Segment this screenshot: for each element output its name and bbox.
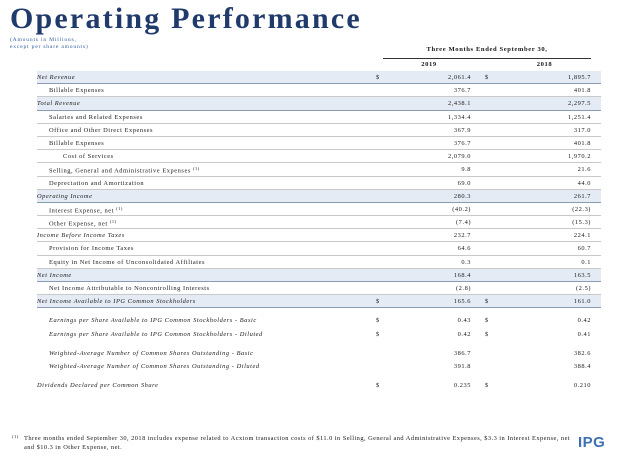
value-2019: 168.4: [453, 271, 471, 279]
currency-2018: $: [485, 330, 489, 338]
value-2018: 163.5: [573, 271, 591, 279]
value-2018: 0.41: [577, 330, 591, 338]
value-2018: 388.4: [573, 362, 591, 370]
value-2018: (15.3): [572, 219, 591, 227]
value-2019: 376.7: [453, 139, 471, 147]
table-row: [37, 379, 601, 392]
value-2019: 0.3: [461, 258, 471, 266]
row-label: Operating Income: [37, 192, 93, 200]
value-2019: 2,438.1: [447, 100, 471, 108]
footnote-mark: (1): [12, 434, 19, 439]
value-2019: (7.4): [456, 219, 471, 227]
row-label-text: Selling, General and Administrative Expenses: [49, 167, 191, 175]
value-2018: 21.6: [577, 166, 591, 174]
row-label: Earnings per Share Available to IPG Common Stockholders - Basic: [49, 317, 257, 325]
currency-2019: $: [376, 382, 380, 390]
table-row: [37, 347, 601, 360]
row-label: [49, 206, 123, 215]
value-2019: 69.0: [457, 179, 471, 187]
year-2019-header: 2019: [421, 61, 437, 68]
value-2019: 64.6: [457, 245, 471, 253]
value-2018: 1,251.4: [567, 113, 591, 121]
row-label: Net Revenue: [37, 74, 76, 81]
table-row: [37, 190, 601, 203]
value-2018: 224.1: [573, 232, 591, 240]
table-row: [37, 229, 601, 242]
value-2018: 161.0: [573, 298, 591, 306]
table-row: [37, 177, 601, 190]
row-label: [49, 166, 200, 175]
value-2018: 0.42: [577, 317, 591, 325]
value-2018: 60.7: [577, 245, 591, 253]
value-2019: 2,061.4: [447, 74, 471, 81]
value-2018: 317.0: [573, 126, 591, 134]
table-row: [37, 295, 601, 308]
period-header: Three Months Ended September 30,: [426, 46, 548, 53]
table-row: [37, 282, 601, 295]
table-row: [37, 360, 601, 373]
value-2019: 280.3: [453, 192, 471, 200]
row-label-text: Interest Expense, net: [49, 207, 114, 215]
table-row: [37, 314, 601, 327]
footnote: [12, 434, 572, 452]
table-row: [37, 97, 601, 110]
footnote-ref: (1): [193, 166, 200, 172]
value-2018: 0.1: [581, 258, 591, 266]
row-label: Billable Expenses: [49, 87, 105, 95]
currency-2019: $: [376, 298, 380, 306]
table-row: [37, 328, 601, 341]
value-2018: (22.3): [572, 205, 591, 213]
row-label: Earnings per Share Available to IPG Common Stockholders - Diluted: [49, 330, 263, 338]
footnote-text: Three months ended September 30, 2018 includes expense related to Acxiom transaction costs of $11.0 in Selling, General and Administrative Expenses, $3.3 in Interest Expense, net and $10.3 in Other Expense, net.: [24, 435, 571, 451]
table-row: [37, 111, 601, 124]
value-2019: 376.7: [453, 87, 471, 95]
row-label: Net Income Available to IPG Common Stockholders: [37, 298, 196, 306]
table-row: [37, 163, 601, 176]
row-label: Weighted-Average Number of Common Shares Outstanding - Diluted: [49, 362, 260, 370]
value-2019: 391.8: [453, 362, 471, 370]
amounts-note-line2: except per share amounts): [10, 44, 89, 50]
value-2018: 401.8: [573, 139, 591, 147]
row-label: Billable Expenses: [49, 139, 105, 147]
table-row: [37, 150, 601, 163]
table-row: [37, 256, 601, 269]
value-2018: 0.210: [573, 382, 591, 390]
table-row: [37, 71, 601, 84]
value-2019: 386.7: [453, 349, 471, 357]
value-2019: 367.9: [453, 126, 471, 134]
row-label: Net Income Attributable to Noncontrolling Interests: [49, 285, 210, 292]
footnote-ref: (1): [109, 219, 117, 225]
row-label: Depreciation and Amortization: [49, 179, 145, 187]
row-label: Office and Other Direct Expenses: [49, 126, 154, 134]
value-2019: 165.6: [453, 298, 471, 306]
value-2018: 401.8: [573, 87, 591, 95]
value-2018: 1,895.7: [567, 74, 591, 81]
row-label-text: Other Expense, net: [49, 220, 108, 228]
row-label: Total Revenue: [37, 100, 81, 108]
row-label: Salaries and Related Expenses: [49, 113, 143, 121]
value-2019: 0.235: [453, 382, 471, 390]
row-label: Equity in Net Income of Unconsolidated Affiliates: [49, 258, 206, 266]
value-2018: 382.6: [573, 349, 591, 357]
row-label: Income Before Income Taxes: [37, 232, 125, 240]
table-row: [37, 216, 601, 229]
row-label: Provision for Income Taxes: [49, 245, 134, 253]
page-title: Operating Performance: [10, 2, 362, 35]
value-2019: 1,334.4: [447, 113, 471, 121]
table-row: [37, 84, 601, 97]
ipg-logo: IPG: [578, 434, 606, 451]
income-statement-table: [37, 71, 601, 392]
currency-2019: $: [376, 317, 380, 325]
footnote-ref: (1): [116, 205, 123, 211]
value-2018: 1,970.2: [567, 153, 591, 161]
value-2019: 9.8: [461, 166, 471, 174]
currency-2018: $: [485, 74, 489, 81]
currency-2019: $: [376, 330, 380, 338]
currency-2018: $: [485, 317, 489, 325]
value-2019: (2.8): [456, 285, 471, 292]
row-label: Net Income: [37, 271, 72, 279]
currency-2019: $: [376, 74, 380, 81]
table-row: [37, 242, 601, 255]
table-row: [37, 137, 601, 150]
value-2019: (40.2): [452, 205, 471, 213]
row-label: Dividends Declared per Common Share: [37, 382, 159, 390]
table-row: [37, 203, 601, 216]
value-2018: 2,297.5: [567, 100, 591, 108]
value-2018: 261.7: [573, 192, 591, 200]
value-2018: (2.5): [576, 285, 591, 292]
period-underline: [383, 58, 591, 59]
currency-2018: $: [485, 382, 489, 390]
year-2018-header: 2018: [536, 61, 553, 68]
row-label: [49, 219, 117, 228]
value-2019: 0.43: [457, 317, 471, 325]
value-2019: 0.42: [457, 330, 471, 338]
amounts-note-line1: (Amounts in Millions,: [10, 37, 77, 43]
table-row: [37, 124, 601, 137]
currency-2018: $: [485, 298, 489, 306]
value-2019: 232.7: [453, 232, 471, 240]
row-label: Weighted-Average Number of Common Shares Outstanding - Basic: [49, 349, 254, 357]
value-2018: 44.0: [577, 179, 591, 187]
value-2019: 2,079.0: [447, 153, 471, 161]
amounts-note: [10, 37, 89, 51]
row-label: Cost of Services: [63, 153, 114, 161]
table-row: [37, 269, 601, 282]
